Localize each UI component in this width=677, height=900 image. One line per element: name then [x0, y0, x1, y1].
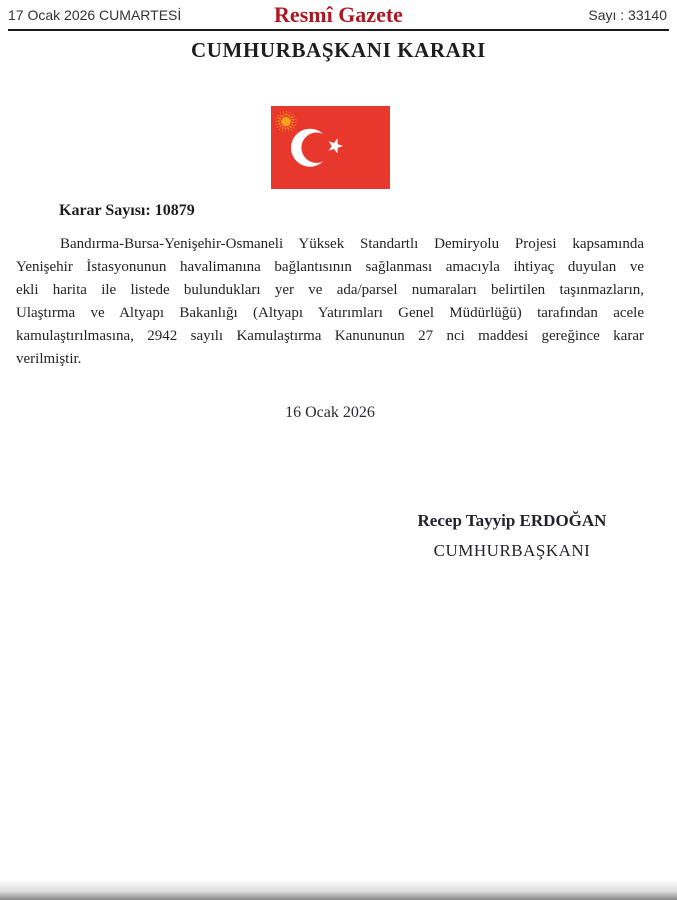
signature-block	[362, 511, 662, 561]
document-title: CUMHURBAŞKANI KARARI	[191, 38, 486, 62]
masthead-date: 17 Ocak 2026 CUMARTESİ	[8, 7, 182, 23]
gazette-title: Resmî Gazete	[274, 2, 403, 27]
turkish-flag-icon	[271, 106, 390, 189]
decision-body	[16, 233, 644, 371]
issue-number: Sayı : 33140	[588, 7, 667, 23]
decision-number-value: 10879	[154, 202, 195, 219]
bottom-shade	[0, 880, 677, 900]
body-line: Yenişehir İstasyonunun havalimanına bağlantısının sağlanması amacıyla ihtiyaç duyulan ve	[16, 259, 644, 275]
decision-date: 16 Ocak 2026	[285, 404, 375, 421]
body-line: Ulaştırma ve Altyapı Bakanlığı (Altyapı Yatırımları Genel Müdürlüğü) tarafından acele	[16, 305, 644, 321]
body-line: ekli harita ile listede bulundukları yer ve ada/parsel numaraları belirtilen taşınmazların,	[16, 282, 644, 298]
signatory-name: Recep Tayyip ERDOĞAN	[417, 511, 607, 530]
signatory-title: CUMHURBAŞKANI	[433, 541, 591, 560]
decision-number-label: Karar Sayısı:	[59, 202, 151, 219]
masthead-divider	[8, 29, 669, 31]
decision-number-line	[59, 202, 195, 220]
turkish-flag	[271, 106, 390, 189]
body-line: Bandırma-Bursa-Yenişehir-Osmaneli Yüksek Standartlı Demiryolu Projesi kapsamında	[60, 236, 644, 252]
body-line: verilmiştir.	[16, 351, 82, 367]
body-line: kamulaştırılmasına, 2942 sayılı Kamulaştırma Kanununun 27 nci maddesi gereğince karar	[16, 328, 644, 344]
